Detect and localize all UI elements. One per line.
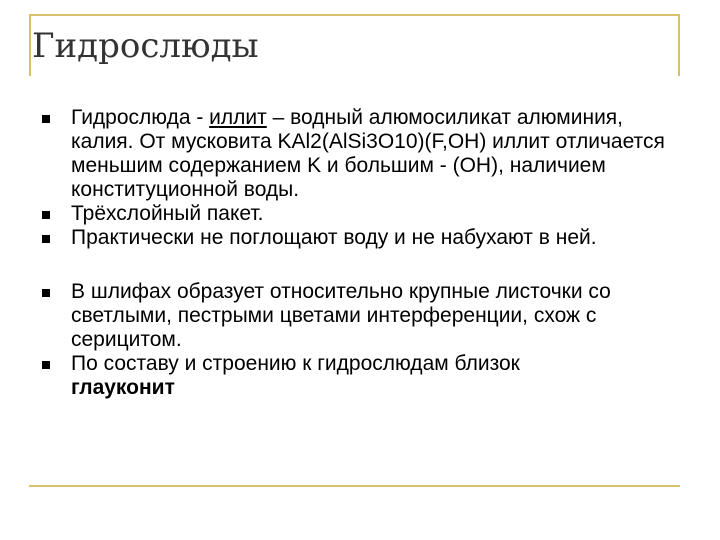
square-bullet-icon bbox=[42, 115, 50, 123]
bullet-text: По составу и строению к гидрослюдам близок bbox=[71, 352, 520, 375]
square-bullet-icon bbox=[42, 361, 50, 369]
glauconite-term: глауконит bbox=[71, 376, 175, 399]
square-bullet-icon bbox=[42, 235, 50, 243]
square-bullet-icon bbox=[42, 211, 50, 219]
bullet-text-pre: Гидрослюда - bbox=[71, 106, 210, 129]
frame-left-border bbox=[29, 14, 31, 76]
bullet-list bbox=[42, 106, 674, 400]
bullet-item-illite bbox=[42, 106, 674, 202]
square-bullet-icon bbox=[42, 289, 50, 297]
illite-term: иллит bbox=[209, 106, 267, 129]
slide-title: Гидрослюды bbox=[32, 26, 259, 66]
bottom-rule bbox=[29, 485, 680, 487]
bullet-text: Практически не поглощают воду и не набухают в ней. bbox=[71, 226, 597, 249]
bullet-text: В шлифах образует относительно крупные листочки со светлыми, пестрыми цветами интерференции, схож с серицитом. bbox=[71, 280, 611, 351]
frame-top-border bbox=[29, 14, 680, 16]
frame-right-border bbox=[678, 14, 680, 76]
bullet-item-thin-section bbox=[42, 280, 674, 352]
bullet-item-water bbox=[42, 226, 674, 250]
bullet-text-post: – водный алюмосиликат алюминия, калия. От мусковита KAl2(AlSi3O10)(F,OH) иллит отличается меньшим содержанием K и большим - (OH), наличием конституционной воды. bbox=[71, 106, 665, 201]
bullet-text: Трёхслойный пакет. bbox=[71, 202, 264, 225]
bullet-item-glauconite bbox=[42, 352, 674, 400]
bullet-item-three-layer bbox=[42, 202, 674, 226]
